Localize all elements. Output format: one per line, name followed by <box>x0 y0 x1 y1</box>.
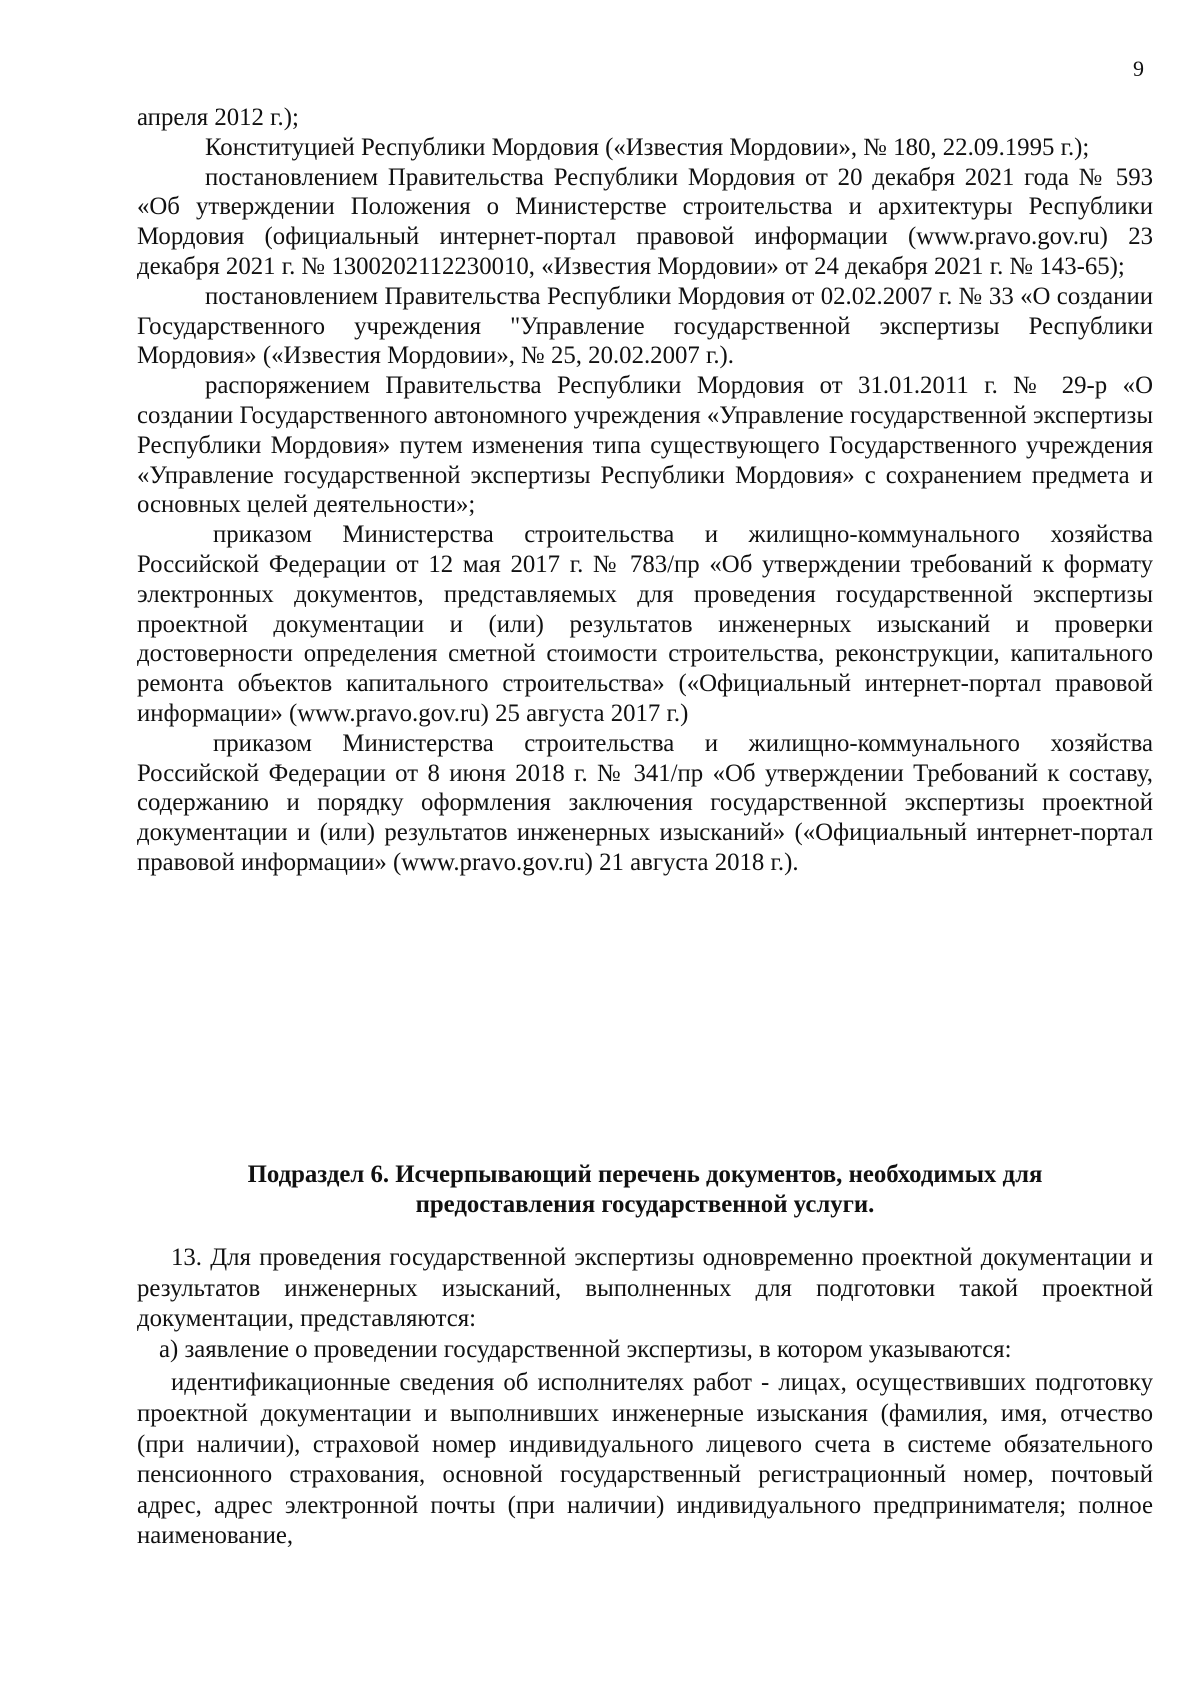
paragraph-order-341pr: приказом Министерства строительства и жилищно-коммунального хозяйства Российской Федерации от 8 июня 2018 г. № 341/пр «Об утверждении Требований к составу, содержанию и порядку оформления заключения государственной экспертизы проектной документации и (или) результатов инженерных изысканий» («Официальный интернет-портал правовой информации» (www.pravo.gov.ru) 21 августа 2018 г.). <box>137 729 1153 876</box>
paragraph-resolution-33: постановлением Правительства Республики Мордовия от 02.02.2007 г. № 33 «О создании Государственного учреждения "Управление государственной экспертизы Республики Мордовия» («Известия Мордовии», № 25, 20.02.2007 г.). <box>137 282 1153 370</box>
paragraph-continuation: апреля 2012 г.); <box>137 104 299 131</box>
paragraph-order-29r: распоряжением Правительства Республики Мордовия от 31.01.2011 г. № 29-р «О создании Государственного автономного учреждения «Управление государственной экспертизы Республики Мордовия» путем изменения типа существующего Государственного учреждения «Управление государственной экспертизы Республики Мордовия» с сохранением предмета и основных целей деятельности»; <box>137 372 1153 519</box>
document-body-top <box>137 103 1153 878</box>
section-heading-line-2: предоставления государственной услуги. <box>415 1191 875 1218</box>
paragraph-item-a: а) заявление о проведении государственной экспертизы, в котором указываются: <box>159 1335 1012 1363</box>
paragraph-constitution: Конституцией Республики Мордовия («Известия Мордовии», № 180, 22.09.1995 г.); <box>205 133 1090 161</box>
paragraph-order-783pr: приказом Министерства строительства и жилищно-коммунального хозяйства Российской Федерации от 12 мая 2017 г. № 783/пр «Об утверждении требований к формату электронных документов, представляемых для проведения государственной экспертизы проектной документации и (или) результатов инженерных изысканий и проверки достоверности определения сметной стоимости строительства, реконструкции, капитального ремонта объектов капитального строительства» («Официальный интернет-портал правовой информации» (www.pravo.gov.ru) 25 августа 2017 г.) <box>137 521 1153 727</box>
paragraph-identification: идентификационные сведения об исполнителях работ - лицах, осуществивших подготовку проектной документации и выполнивших инженерные изыскания (фамилия, имя, отчество (при наличии), страховой номер индивидуального лицевого счета в системе обязательного пенсионного страхования, основной государственный регистрационный номер, почтовый адрес, адрес электронной почты (при наличии) индивидуального предпринимателя; полное наименование, <box>137 1369 1153 1550</box>
document-body-bottom <box>137 1243 1153 1552</box>
section-heading <box>137 1160 1153 1220</box>
page-number: 9 <box>1133 56 1144 81</box>
section-heading-line-1: Подраздел 6. Исчерпывающий перечень документов, необходимых для <box>247 1161 1043 1188</box>
paragraph-item-13: 13. Для проведения государственной экспертизы одновременно проектной документации и результатов инженерных изысканий, выполненных для подготовки такой проектной документации, представляются: <box>137 1244 1153 1333</box>
paragraph-resolution-593: постановлением Правительства Республики Мордовия от 20 декабря 2021 года № 593 «Об утверждении Положения о Министерстве строительства и архитектуры Республики Мордовия (официальный интернет-портал правовой информации (www.pravo.gov.ru) 23 декабря 2021 г. № 1300202112230010, «Известия Мордовии» от 24 декабря 2021 г. № 143-65); <box>137 163 1153 280</box>
